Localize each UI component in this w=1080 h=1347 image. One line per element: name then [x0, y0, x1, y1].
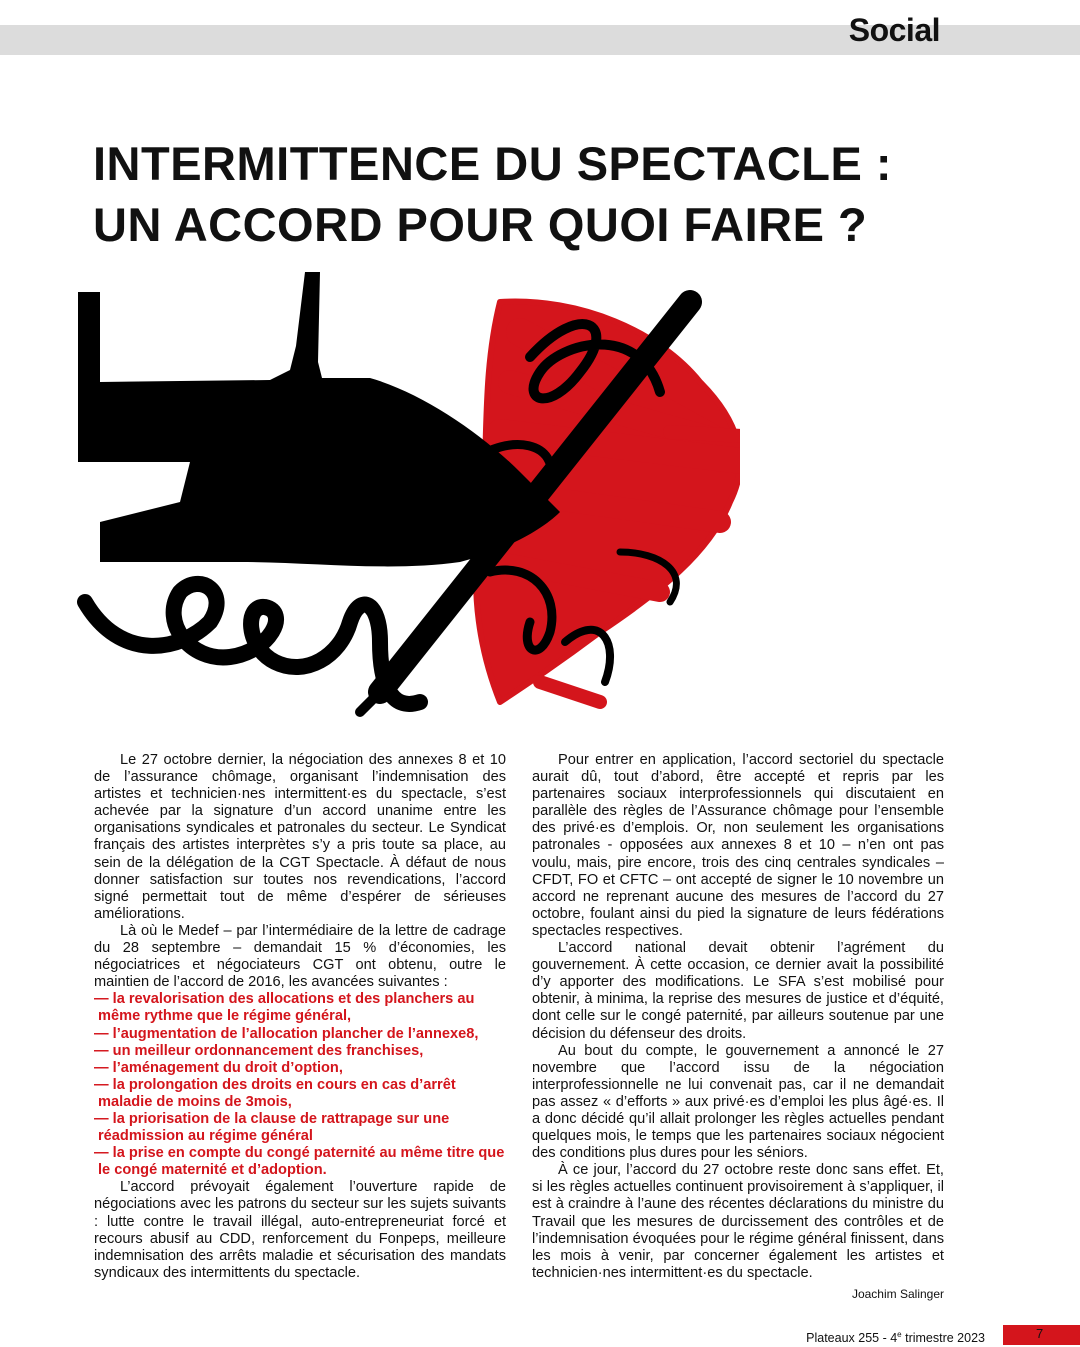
publication-suffix: trimestre 2023 — [901, 1331, 985, 1346]
article-title-line-1: INTERMITTENCE DU SPECTACLE : — [93, 137, 893, 190]
right-column — [532, 752, 944, 1303]
paragraph: Là où le Medef – par l’intermédiaire de la lettre de cadrage du 28 septembre – demandait 15 % d’économies, les négociatrices et négociateurs CGT ont obtenu, outre le maintien de l’accord de 2016, les avancées suivantes : — [94, 922, 506, 991]
list-item: — un meilleur ordonnancement des franchises, — [94, 1042, 424, 1059]
article-title-line-2: UN ACCORD POUR QUOI FAIRE ? — [93, 198, 868, 251]
hand-signing-pen-illustration — [60, 262, 740, 742]
section-label: Social — [848, 12, 940, 48]
list-item: — la prolongation des droits en cours en cas d’arrêt maladie de moins de 3mois, — [94, 1076, 456, 1110]
left-column — [94, 752, 506, 1282]
list-item: — la priorisation de la clause de rattrapage sur une réadmission au régime général — [94, 1110, 450, 1145]
article-title — [93, 133, 993, 255]
publication-prefix: Plateaux 255 - 4 — [806, 1331, 898, 1346]
paragraph: Le 27 octobre dernier, la négociation des annexes 8 et 10 de l’assurance chômage, organisant l’indemnisation des artistes et technicien·nes intermittent·es du spectacle, s’est achevée par la signature d’un accord unanime entre les organisations syndicales et patronales du secteur. Le Syndicat français des artistes interprètes s’y a pris toute sa place, au sein de la délégation de la CGT Spectacle. À défaut de nous donner satisfaction sur toutes nos revendications, l’accord signé permettait tout de même d’espérer de sérieuses améliorations. — [94, 752, 506, 922]
list-item: — l’augmentation de l’allocation plancher de l’annexe8, — [94, 1025, 479, 1042]
paragraph: L’accord national devait obtenir l’agrément du gouvernement. À cette occasion, ce dernier avait la possibilité d’y apporter des modifications. Le SFA s’est mobilisé pour obtenir, à minima, la reprise des mesures de justice et d’équité, dont celle sur le congé paternité, par ailleurs soutenue par une décision du défenseur des droits. — [532, 940, 944, 1042]
paragraph: À ce jour, l’accord du 27 octobre reste donc sans effet. Et, si les règles actuelles continuent provisoirement à s’appliquer, il est à craindre à l’aune des récentes déclarations du ministre du Travail que les mesures de durcissement des contrôles et de l’indemnisation évoquées pour le régime général finissent, dans les mois à venir, par concerner également les artistes et technicien·nes intermittent·es du spectacle. — [532, 1162, 944, 1281]
page-number: 7 — [1036, 1326, 1044, 1341]
gains-list — [94, 991, 506, 1179]
paragraph: Pour entrer en application, l’accord sectoriel du spectacle aurait dû, tout d’abord, être accepté et repris par les partenaires sociaux interprofessionnels qui discutaient en parallèle des règles de l’Assurance chômage pour l’ensemble des privé·es d’emplois. Or, non seulement les organisations patronales - opposées aux annexes 8 et 10 – n’en ont pas voulu, mais, pire encore, trois des cinq centrales syndicales – CFDT, FO et CFTC – ont accepté de signer le 10 novembre un accord ne reprenant aucune des mesures de l’accord du 27 octobre, foulant ainsi du pied la signature de leurs fédérations spectacles respectives. — [532, 752, 944, 939]
paragraph: Au bout du compte, le gouvernement a annoncé le 27 novembre que l’accord issu de la négociation interprofessionnelle ne lui convenait pas, car il ne demandait pas assez « d’efforts » aux privé·es d’emploi les plus âgé·es. Il a donc décidé qu’il allait prolonger les règles actuelles pendant quelques mois, le temps que les partenaires sociaux négocient des conditions plus dures pour les séniors. — [532, 1042, 944, 1162]
publication-superscript: e — [897, 1330, 902, 1339]
list-item: — l’aménagement du droit d’option, — [94, 1059, 343, 1076]
author-signature: Joachim Salinger — [851, 1286, 944, 1301]
list-item: — la revalorisation des allocations et des planchers au même rythme que le régime général, — [94, 991, 475, 1025]
list-item: — la prise en compte du congé paternité au même titre que le congé maternité et d’adoption. — [94, 1145, 505, 1179]
publication-info — [806, 1327, 985, 1346]
paragraph: L’accord prévoyait également l’ouverture rapide de négociations avec les patrons du secteur sur les sujets suivants : lutte contre le travail illégal, auto-entrepreneuriat forcé et recours abusif au CDD, renforcement du Fonpeps, meilleure indemnisation des arrêts maladie et sécurisation des mandats syndicaux des intermittents du spectacle. — [94, 1179, 506, 1281]
